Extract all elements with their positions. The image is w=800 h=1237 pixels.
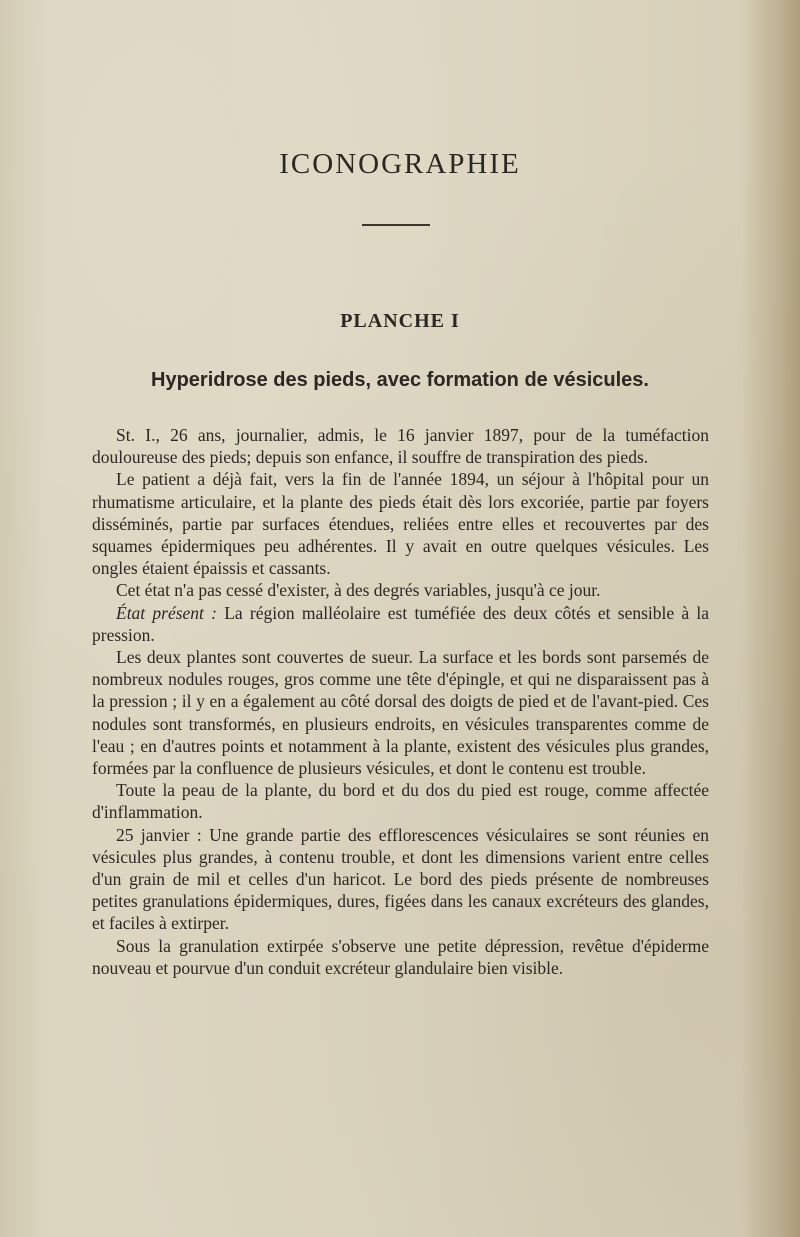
etat-paragraph bbox=[92, 602, 709, 646]
case-body bbox=[92, 424, 709, 979]
etat-label: État présent : bbox=[116, 602, 217, 623]
page-edge-shadow bbox=[742, 0, 800, 1237]
etat-text: La région malléolaire est tuméfiée des deux côtés et sensible à la pression. bbox=[92, 602, 710, 645]
paragraph: 25 janvier : Une grande partie des efflorescences vésiculaires se sont réunies en vésicules plus grandes, à contenu trouble, et dont les dimensions varient entre celles d'un grain de mil et celles d'un haricot. Le bord des pieds présente de nombreuses petites granulations épidermiques, dures, figées dans les canaux excréteurs des glandes, et faciles à extirper. bbox=[92, 824, 709, 934]
paragraph: Le patient a déjà fait, vers la fin de l'année 1894, un séjour à l'hôpital pour un rhumatisme articulaire, et la plante des pieds était dès lors excoriée, partie par foyers disséminés, partie par surfaces étendues, reliées entre elles et recouvertes par des squames épidermiques peu adhérentes. Il y avait en outre quelques vésicules. Les ongles étaient épaissis et cassants. bbox=[92, 469, 709, 579]
paragraph: St. I., 26 ans, journalier, admis, le 16 janvier 1897, pour de la tuméfaction douloureuse des pieds; depuis son enfance, il souffre de transpiration des pieds. bbox=[92, 425, 709, 468]
plate-heading: PLANCHE I bbox=[340, 310, 460, 332]
paragraph: Cet état n'a pas cessé d'exister, à des degrés variables, jusqu'à ce jour. bbox=[116, 580, 601, 601]
page-title: ICONOGRAPHIE bbox=[279, 148, 521, 180]
paragraph: Toute la peau de la plante, du bord et du dos du pied est rouge, comme affectée d'inflammation. bbox=[92, 780, 709, 823]
paragraph: Sous la granulation extirpée s'observe une petite dépression, revêtue d'épiderme nouveau et pourvue d'un conduit excréteur glandulaire bien visible. bbox=[92, 935, 709, 978]
paragraph: Les deux plantes sont couvertes de sueur. La surface et les bords sont parsemés de nombreux nodules rouges, gros comme une tête d'épingle, et qui ne disparaissent pas à la pression ; il y en a également au côté dorsal des doigts de pied et de l'avant-pied. Ces nodules sont transformés, en plusieurs endroits, en vésicules transparentes comme de l'eau ; en d'autres points et notamment à la plante, existent des vésicules plus grandes, formées par la confluence de plusieurs vésicules, et dont le contenu est trouble. bbox=[92, 647, 709, 779]
title-divider bbox=[362, 224, 430, 226]
case-subtitle: Hyperidrose des pieds, avec formation de vésicules. bbox=[151, 369, 649, 391]
